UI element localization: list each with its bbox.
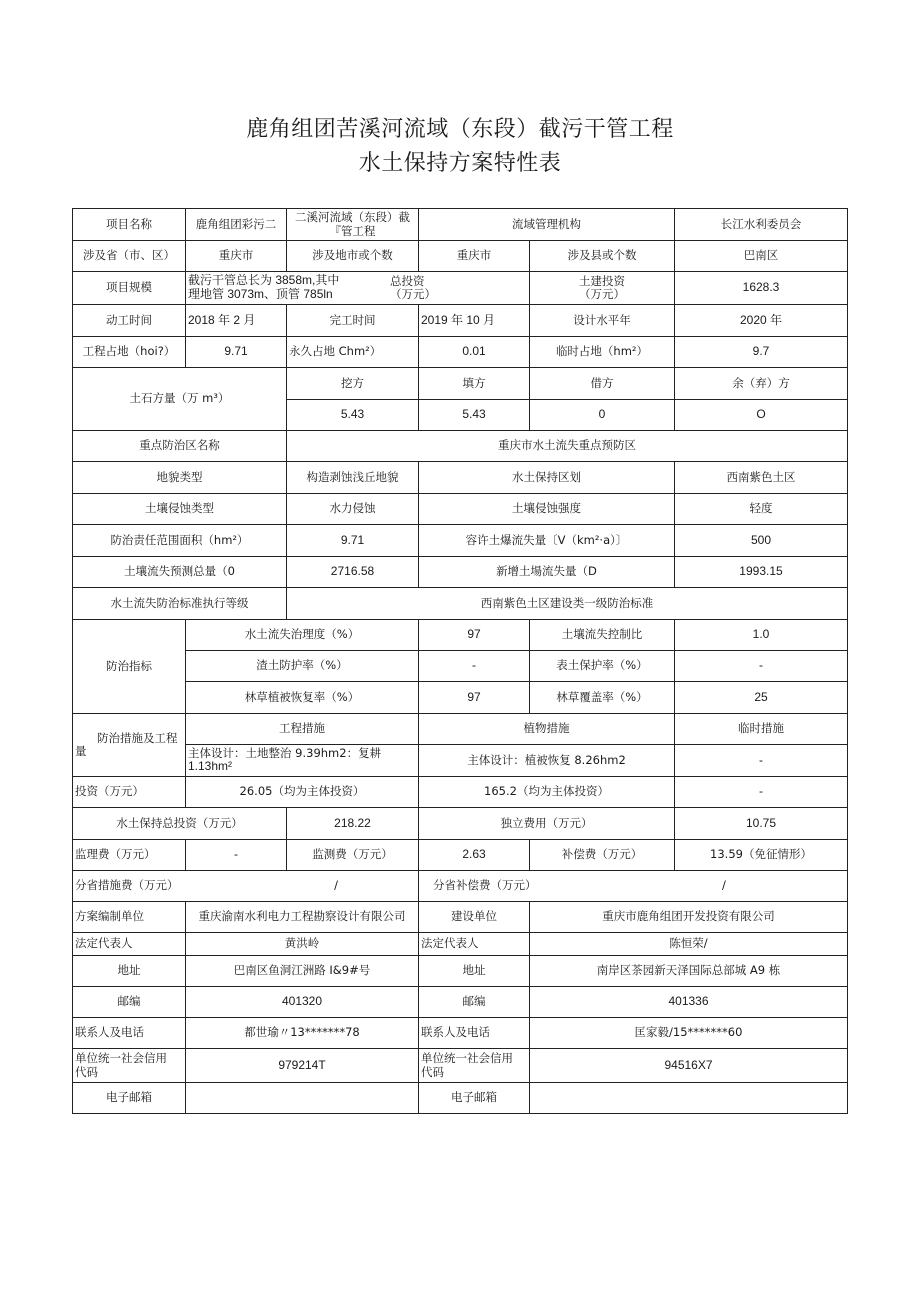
label-credit-code-2 [418,1048,530,1083]
scale-line1: 截污干管总长为 3858m,其中 [188,273,340,288]
label-city: 涉及地市或个数 [286,240,419,272]
value-predicted-loss: 2716.58 [286,556,419,588]
label-prevention-indicators: 防治指标 [72,619,186,714]
value-vegetation-recovery: 97 [418,681,530,714]
label-email-1: 电子邮箱 [72,1082,186,1114]
label-compensation-fee: 补偿费（万元） [529,839,675,871]
label-project-scale: 项目规模 [72,271,186,305]
value-new-loss: 1993.15 [674,556,848,588]
label-supervision-fee: 监理费（万元） [72,839,186,871]
value-fill: 5.43 [418,399,530,431]
document-subtitle: 水土保持方案特性表 [358,151,562,176]
label-address-2: 地址 [418,955,530,987]
value-address-2: 南岸区茶园新天泽国际总部城 A9 栋 [529,955,848,987]
label-preparer: 方案编制单位 [72,901,186,933]
value-landform: 构造剥蚀浅丘地貌 [286,461,419,494]
label-project-name: 项目名称 [72,208,186,241]
value-soil-zone: 西南紫色土区 [674,461,848,494]
value-provincial-compensation-fee: / [674,870,848,902]
label-investment: 投资（万元） [72,776,186,808]
header-excavation: 挖方 [286,367,419,400]
value-borrow: 0 [529,399,675,431]
label-permanent-land: 永久占地 Chm²） [286,336,419,368]
header-temporary-measures: 临时措施 [674,713,848,745]
value-design-year: 2020 年 [674,304,848,337]
value-preparer: 重庆渝南水利电力工程勘察设计有限公司 [185,901,419,933]
label-vegetation-recovery: 林草植被恢复率（%） [185,681,419,714]
label-address-1: 地址 [72,955,186,987]
value-temporary-land: 9.7 [674,336,848,368]
label-new-loss: 新增土場流失量（D [418,556,675,588]
value-standard-level: 西南紫色土区建设类一级防治标准 [286,587,848,620]
value-temporary-measures: - [674,744,848,777]
value-loss-control-ratio: 1.0 [674,619,848,651]
value-postcode-1: 401320 [185,986,419,1018]
value-compensation-fee: 13.59（免征情形） [674,839,848,871]
value-city: 重庆市 [418,240,530,272]
label-monitoring-fee: 监测费（万元） [286,839,419,871]
header-engineering-measures: 工程措施 [185,713,419,745]
label-credit-code-1 [72,1048,186,1083]
label-erosion-type: 土壤侵蚀类型 [72,493,287,525]
value-erosion-intensity: 轻度 [674,493,848,525]
value-project-land: 9.71 [185,336,287,368]
value-county: 巴南区 [674,240,848,272]
header-plant-measures: 植物措施 [418,713,675,745]
label-measures [72,713,186,777]
label-vegetation-coverage: 林草覆盖率（%） [529,681,675,714]
value-email-1 [185,1082,419,1114]
label-basin-authority: 流域管理机构 [418,208,675,241]
civil-investment-line1: 土建投资 [579,273,625,288]
value-total-soil-investment: 218.22 [286,807,419,840]
total-investment-line2: （万元） [390,287,436,301]
label-province: 涉及省（市、区） [72,240,186,272]
label-end-time: 完工时间 [286,304,419,337]
header-fill: 填方 [418,367,530,400]
value-plant-investment: 165.2（均为主体投资） [418,776,675,808]
value-erosion-type: 水力侵蚀 [286,493,419,525]
value-province: 重庆市 [185,240,287,272]
value-basin-authority: 长江水利委员会 [674,208,848,241]
label-erosion-intensity: 土壤侵蚀强度 [418,493,675,525]
label-soil-zone: 水土保持区划 [418,461,675,494]
value-builder: 重庆市鹿角组团开发投资有限公司 [529,901,848,933]
label-responsibility-area: 防治责任范围面积（hm²） [72,524,287,557]
value-end-time: 2019 年 10 月 [418,304,530,337]
label-legal-rep-1: 法定代表人 [72,932,186,956]
label-predicted-loss: 土壤流失预测总量（0 [72,556,287,588]
header-borrow: 借方 [529,367,675,400]
value-supervision-fee: - [185,839,287,871]
value-provincial-measures-fee: / [286,870,419,902]
civil-investment-line2: （万元） [579,287,625,301]
label-control-degree: 水土流失治理度（%） [185,619,419,651]
total-investment-line1: 总投资 [390,273,425,288]
value-independent-cost: 10.75 [674,807,848,840]
label-builder: 建设单位 [418,901,530,933]
label-topsoil-protection: 表土保护率（%） [529,650,675,682]
label-project-land: 工程占地（hoi?） [72,336,186,368]
label-total-soil-investment: 水土保持总投资（万元） [72,807,287,840]
credit-code-2-line1: 单位统一社会信用 [421,1051,513,1066]
value-civil-investment: 1628.3 [674,271,848,305]
label-earthwork: 土石方量（万 m³） [72,367,287,431]
label-postcode-1: 邮编 [72,986,186,1018]
engineering-measures-line2: 1.13hm² [188,759,233,774]
measures-line1: 防治措施及工程 [97,730,178,745]
value-vegetation-coverage: 25 [674,681,848,714]
label-design-year: 设计水平年 [529,304,675,337]
value-legal-rep-2: 陈恒荣/ [529,932,848,956]
value-start-time: 2018 年 2 月 [185,304,287,337]
value-allowable-loss: 500 [674,524,848,557]
label-temporary-land: 临时占地（hm²） [529,336,675,368]
value-slag-protection: - [418,650,530,682]
value-excavation: 5.43 [286,399,419,431]
label-standard-level: 水土流失防治标准执行等级 [72,587,287,620]
value-contact-2: 匡家毅/15*******60 [529,1017,848,1049]
header-surplus: 余（弃）方 [674,367,848,400]
label-independent-cost: 独立费用（万元） [418,807,675,840]
label-allowable-loss: 容许土爆流失量〔V（km²·a）〕 [418,524,675,557]
engineering-measures-line1: 主体设计：土地整治 9.39hm2：复耕 [188,745,382,760]
value-topsoil-protection: - [674,650,848,682]
value-surplus: O [674,399,848,431]
value-plant-measures: 主体设计：植被恢复 8.26hm2 [418,744,675,777]
value-permanent-land: 0.01 [418,336,530,368]
credit-code-2-line2: 代码 [421,1064,444,1079]
label-email-2: 电子邮箱 [418,1082,530,1114]
value-credit-code-2: 94516X7 [529,1048,848,1083]
value-engineering-investment: 26.05（均为主体投资） [185,776,419,808]
credit-code-1-line1: 单位统一社会信用 [75,1051,167,1066]
value-credit-code-1: 979214T [185,1048,419,1083]
label-key-zone: 重点防治区名称 [72,430,287,462]
label-postcode-2: 邮编 [418,986,530,1018]
value-project-name-part1: 鹿角组团彩污二 [185,208,287,241]
value-monitoring-fee: 2.63 [418,839,530,871]
label-loss-control-ratio: 土壤流失控制比 [529,619,675,651]
value-responsibility-area: 9.71 [286,524,419,557]
value-postcode-2: 401336 [529,986,848,1018]
document-title: 鹿角组团苦溪河流域（东段）截污干管工程 [246,117,674,142]
value-address-1: 巴南区鱼洞江洲路 I&9#号 [185,955,419,987]
label-provincial-measures-fee: 分省措施费（万元） [72,870,287,902]
value-contact-1: 都世瑜〃13*******78 [185,1017,419,1049]
label-provincial-compensation-fee: 分省补偿费（万元） [418,870,675,902]
label-start-time: 动工时间 [72,304,186,337]
value-control-degree: 97 [418,619,530,651]
label-slag-protection: 渣土防护率（%） [185,650,419,682]
value-key-zone: 重庆市水土流失重点预防区 [286,430,848,462]
label-county: 涉及县或个数 [529,240,675,272]
value-legal-rep-1: 黄洪岭 [185,932,419,956]
value-engineering-measures [185,744,419,777]
label-civil-investment [529,271,675,305]
label-contact-1: 联系人及电话 [72,1017,186,1049]
scale-line2: 理地管 3073m、顶管 785ln [188,287,333,301]
value-email-2 [529,1082,848,1114]
value-temporary-investment: - [674,776,848,808]
label-contact-2: 联系人及电话 [418,1017,530,1049]
measures-line2: 量 [75,744,87,758]
value-project-scale [185,271,377,305]
credit-code-1-line2: 代码 [75,1064,98,1079]
value-project-name-part2: 二溪河流域（东段）截『管工程 [286,208,419,241]
label-total-investment [376,271,530,305]
label-landform: 地貌类型 [72,461,287,494]
label-legal-rep-2: 法定代表人 [418,932,530,956]
